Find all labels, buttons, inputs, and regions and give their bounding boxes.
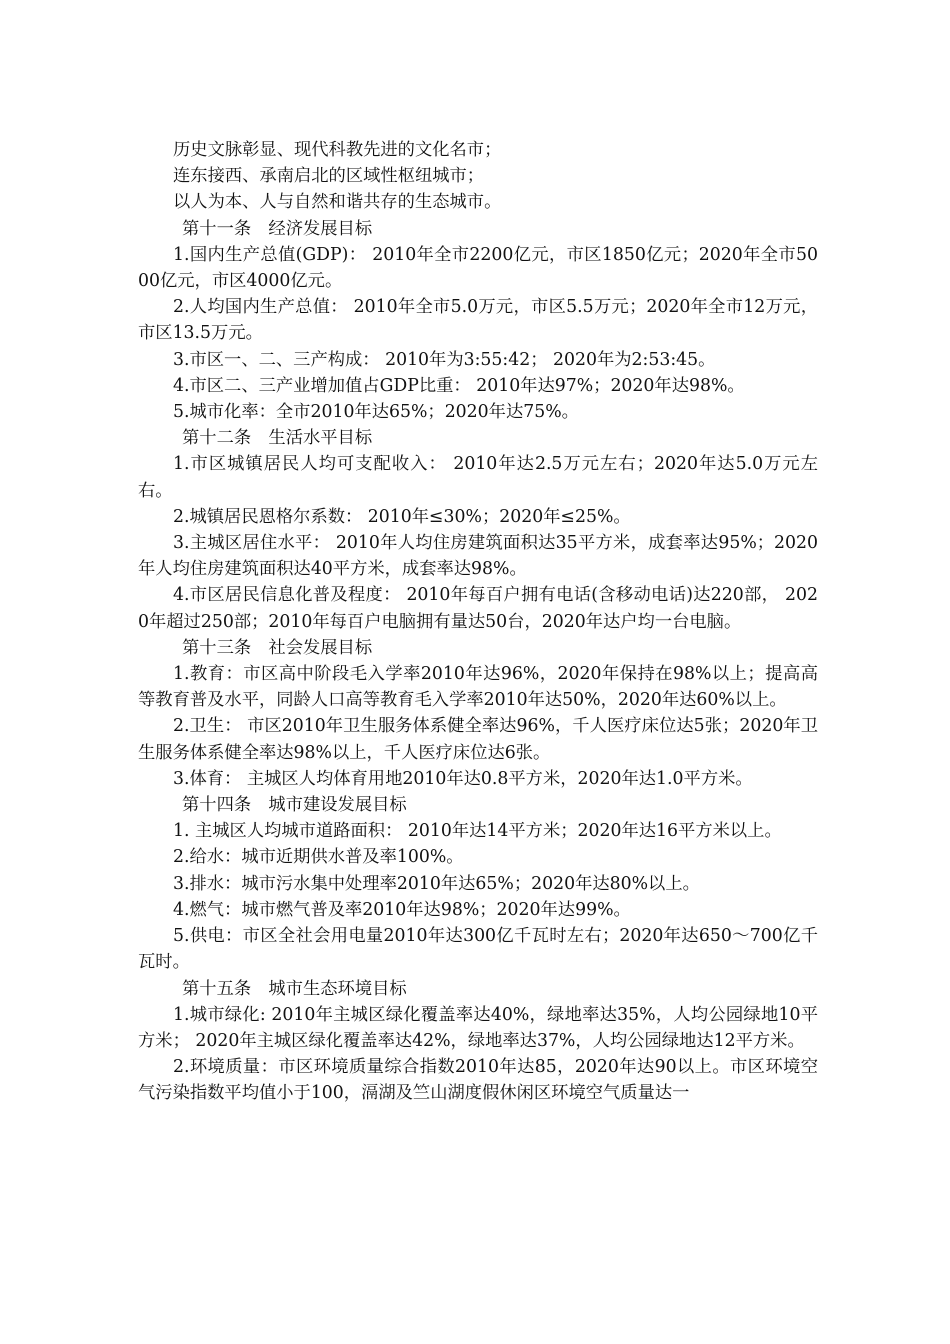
paragraph: 4.燃气：城市燃气普及率2010年达98%；2020年达99%。 <box>173 899 631 920</box>
paragraph: 1.国内生产总值(GDP)： 2010年全市2200亿元，市区1850亿元；2020年全市5000亿元，市区4000亿元。 <box>138 244 818 292</box>
paragraph: 3.排水：城市污水集中处理率2010年达65%；2020年达80%以上。 <box>173 873 700 894</box>
paragraph: 连东接西、承南启北的区域性枢纽城市； <box>173 166 485 187</box>
paragraph: 1. 主城区人均城市道路面积： 2010年达14平方米；2020年达16平方米以上。 <box>173 821 782 842</box>
paragraph: 1.教育：市区高中阶段毛入学率2010年达96%，2020年保持在98%以上；提高高等教育普及水平，同龄人口高等教育毛入学率2010年达50%，2020年达60%以上。 <box>138 664 818 711</box>
article-heading: 第十一条 经济发展目标 <box>182 218 373 239</box>
paragraph: 1.城市绿化: 2010年主城区绿化覆盖率达40%，绿地率达35%，人均公园绿地10平方米； 2020年主城区绿化覆盖率达42%，绿地率达37%，人均公园绿地达12平方米。 <box>138 1004 818 1051</box>
article-heading: 第十五条 城市生态环境目标 <box>182 978 407 999</box>
paragraph: 3.体育： 主城区人均体育用地2010年达0.8平方米，2020年达1.0平方米。 <box>173 768 753 789</box>
paragraph: 3.市区一、二、三产构成： 2010年为3:55:42； 2020年为2:53:45。 <box>173 349 716 370</box>
paragraph: 2.给水：城市近期供水普及率100%。 <box>173 847 464 868</box>
paragraph: 4.市区二、三产业增加值占GDP比重： 2010年达97%；2020年达98%。 <box>173 375 745 396</box>
paragraph: 5.城市化率：全市2010年达65%；2020年达75%。 <box>173 402 579 423</box>
document-body <box>138 137 818 1107</box>
article-heading: 第十二条 生活水平目标 <box>182 428 373 449</box>
paragraph: 5.供电：市区全社会用电量2010年达300亿千瓦时左右；2020年达650～700亿千瓦时。 <box>138 926 818 973</box>
paragraph: 3.主城区居住水平： 2010年人均住房建筑面积达35平方米，成套率达95%；2020年人均住房建筑面积达40平方米，成套率达98%。 <box>138 533 818 580</box>
paragraph: 以人为本、人与自然和谐共存的生态城市。 <box>173 192 502 213</box>
paragraph: 2.环境质量：市区环境质量综合指数2010年达85，2020年达90以上。市区环境空气污染指数平均值小于100，滆湖及竺山湖度假休闲区环境空气质量达一 <box>138 1057 818 1104</box>
article-heading: 第十四条 城市建设发展目标 <box>182 795 407 816</box>
paragraph: 历史文脉彰显、现代科教先进的文化名市； <box>173 140 502 160</box>
paragraph: 1.市区城镇居民人均可支配收入： 2010年达2.5万元左右；2020年达5.0万元左右。 <box>138 454 818 501</box>
paragraph: 2.人均国内生产总值： 2010年全市5.0万元，市区5.5万元；2020年全市12万元，市区13.5万元。 <box>138 297 818 344</box>
paragraph: 2.卫生： 市区2010年卫生服务体系健全率达96%，千人医疗床位达5张；2020年卫生服务体系健全率达98%以上，千人医疗床位达6张。 <box>138 716 818 763</box>
article-heading: 第十三条 社会发展目标 <box>182 637 373 658</box>
paragraph: 4.市区居民信息化普及程度： 2010年每百户拥有电话(含移动电话)达220部， 2020年超过250部；2010年每百户电脑拥有量达50台，2020年达户均一台电脑。 <box>138 585 818 632</box>
paragraph: 2.城镇居民恩格尔系数： 2010年≤30%；2020年≤25%。 <box>173 506 631 527</box>
